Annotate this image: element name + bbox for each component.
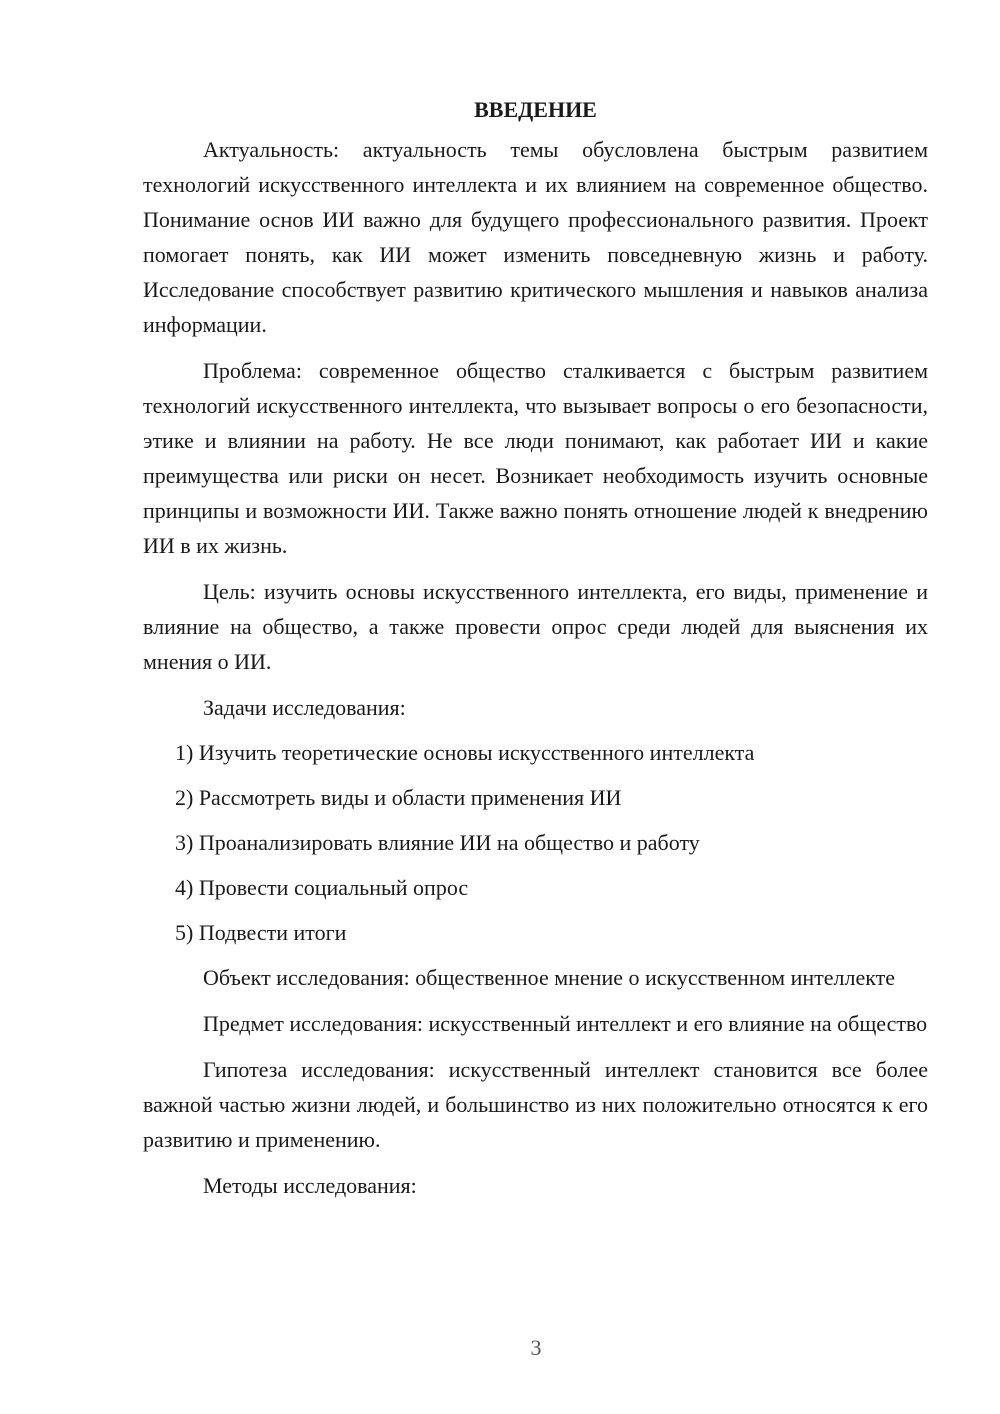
relevance-paragraph: Актуальность: актуальность темы обусловлена быстрым развитием технологий искусственного интеллекта и их влиянием на современное общество. Понимание основ ИИ важно для будущего профессионального развития. Проект помогает понять, как ИИ может изменить повседневную жизнь и работу. Исследование способствует развитию критического мышления и навыков анализа информации.: [143, 137, 928, 337]
list-item: 4) Провести социальный опрос: [175, 875, 469, 900]
page-number: 3: [530, 1335, 542, 1360]
problem-paragraph: Проблема: современное общество сталкивается с быстрым развитием технологий искусственного интеллекта, что вызывает вопросы о его безопасности, этике и влиянии на работу. Не все люди понимают, как работает ИИ и какие преимущества или риски он несет. Возникает необходимость изучить основные принципы и возможности ИИ. Также важно понять отношение людей к внедрению ИИ в их жизнь.: [143, 358, 928, 558]
tasks-list: [143, 735, 928, 950]
list-item: 2) Рассмотреть виды и области применения ИИ: [175, 785, 622, 810]
section-heading: ВВЕДЕНИЕ: [474, 97, 597, 122]
object-paragraph: Объект исследования: общественное мнение о искусственном интеллекте: [203, 965, 896, 990]
tasks-title: Задачи исследования:: [203, 695, 406, 720]
hypothesis-paragraph: Гипотеза исследования: искусственный интеллект становится все более важной частью жизни людей, и большинство из них положительно относятся к его развитию и применению.: [143, 1057, 928, 1152]
methods-title: Методы исследования:: [203, 1173, 417, 1198]
subject-paragraph: Предмет исследования: искусственный интеллект и его влияние на общество: [203, 1011, 928, 1036]
goal-paragraph: Цель: изучить основы искусственного интеллекта, его виды, применение и влияние на общество, а также провести опрос среди людей для выяснения их мнения о ИИ.: [143, 579, 928, 674]
list-item: 1) Изучить теоретические основы искусственного интеллекта: [175, 740, 755, 765]
list-item: 5) Подвести итоги: [175, 920, 347, 945]
list-item: 3) Проанализировать влияние ИИ на общество и работу: [175, 830, 700, 855]
document-page: [143, 92, 928, 1213]
